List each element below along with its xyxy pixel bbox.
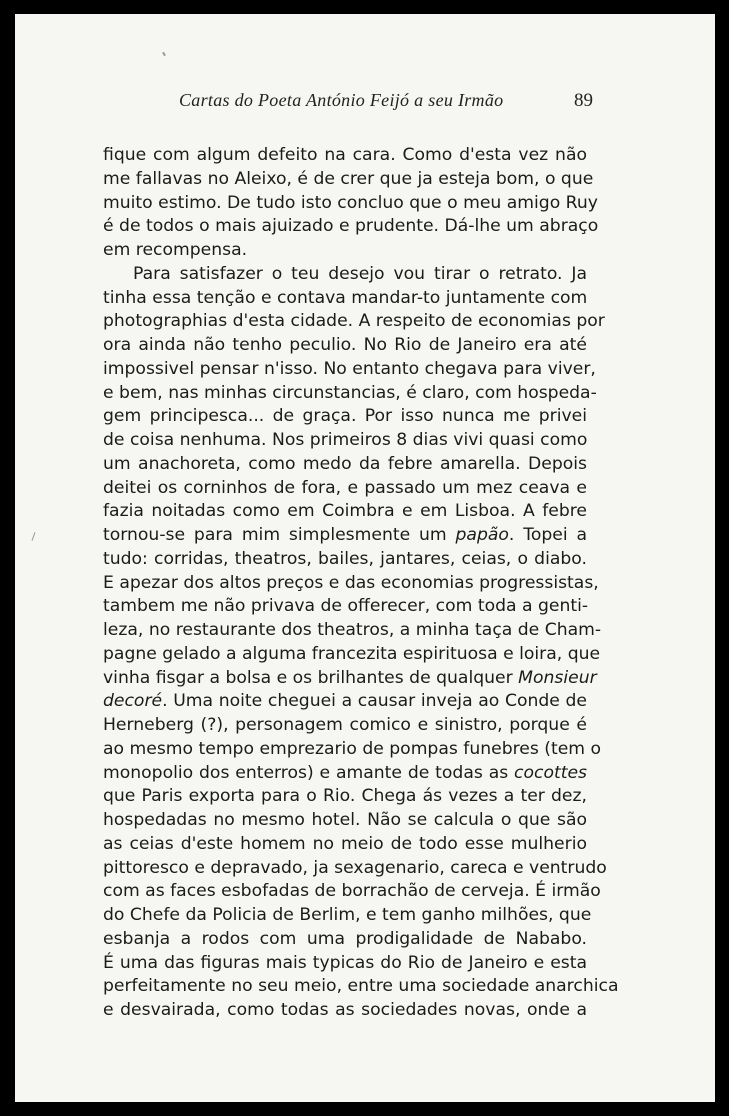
text-line: pagne gelado a alguma francezita espirituosa e loira, que <box>103 643 601 664</box>
text-line: ao mesmo tempo emprezario de pompas funebres (tem o <box>103 738 602 759</box>
text-line: ora ainda não tenho peculio. No Rio de Janeiro era até <box>103 335 587 355</box>
text-line: hospedadas no mesmo hotel. Não se calcula o que são <box>103 810 587 830</box>
text-line: me fallavas no Aleixo, é de crer que ja esteja bom, o que <box>103 168 594 189</box>
scan-speck <box>162 52 166 56</box>
text-line: Herneberg (?), personagem comico e sinistro, porque é <box>103 715 587 735</box>
text-line: muito estimo. De tudo isto concluo que o meu amigo Ruy <box>103 192 598 213</box>
text-line: um anachoreta, como medo da febre amarella. Depois <box>103 453 587 474</box>
italic-word: papão <box>455 525 509 545</box>
text-line: fique com algum defeito na cara. Como d'esta vez não <box>103 145 587 165</box>
text-segment: . Topei a <box>508 525 587 545</box>
text-segment: vinha fisgar a bolsa e os brilhantes de qualquer <box>103 667 519 688</box>
running-title: Cartas do Poeta António Feijó a seu Irmão <box>179 90 504 110</box>
text-segment: tornou-se para mim simplesmente um <box>103 525 456 545</box>
text-line: que Paris exporta para o Rio. Chega ás vezes a ter dez, <box>103 786 587 807</box>
text-line: pittoresco e depravado, ja sexagenario, careca e ventrudo <box>103 857 607 878</box>
text-line <box>103 524 587 548</box>
italic-word: cocottes <box>514 762 587 783</box>
text-line: impossivel pensar n'isso. No entanto chegava para viver, <box>103 358 596 379</box>
text-line: tambem me não privava de offerecer, com toda a genti- <box>103 596 589 617</box>
text-line: perfeitamente no seu meio, entre uma sociedade anarchica <box>103 976 619 997</box>
text-line: em recompensa. <box>103 240 248 260</box>
text-line: photographias d'esta cidade. A respeito de economias por <box>103 311 605 332</box>
text-line: as ceias d'este homem no meio de todo esse mulherio <box>103 833 587 854</box>
text-line: e desvairada, como todas as sociedades novas, onde a <box>103 1000 587 1020</box>
text-line: tinha essa tenção e contava mandar-to juntamente com <box>103 287 588 308</box>
text-line: fazia noitadas como em Coimbra e em Lisboa. A febre <box>103 501 587 522</box>
text-line: com as faces esbofadas de borrachão de cerveja. É irmão <box>103 881 601 902</box>
text-segment: . Uma noite cheguei a causar inveja ao Conde de <box>162 691 587 712</box>
scan-speck <box>31 532 35 541</box>
text-line: gem principesca... de graça. Por isso nunca me privei <box>103 406 587 427</box>
text-line: de coisa nenhuma. Nos primeiros 8 dias vivi quasi como <box>103 430 588 450</box>
text-line <box>103 762 587 786</box>
text-line: e bem, nas minhas circunstancias, é claro, com hospeda- <box>103 382 597 403</box>
italic-word: decoré <box>103 691 163 712</box>
letter-body-text <box>103 144 619 1023</box>
text-line: do Chefe da Policia de Berlim, e tem ganho milhões, que <box>103 905 592 925</box>
text-segment: monopolio dos enterros) e amante de todas as <box>103 762 515 783</box>
text-line: leza, no restaurante dos theatros, a minha taça de Cham- <box>103 620 602 640</box>
page-header <box>179 90 593 118</box>
italic-word: Monsieur <box>518 667 597 688</box>
text-line: é de todos o mais ajuizado e prudente. Dá-lhe um abraço <box>103 216 599 237</box>
text-line <box>103 690 587 714</box>
text-line: E apezar dos altos preços e das economias progressistas, <box>103 572 599 593</box>
text-line: deitei os corninhos de fora, e passado um mez ceava e <box>103 477 587 498</box>
text-line <box>103 667 597 691</box>
text-line: Para satisfazer o teu desejo vou tirar o retrato. Ja <box>133 263 587 284</box>
book-page <box>15 14 715 1102</box>
text-line: É uma das figuras mais typicas do Rio de Janeiro e esta <box>103 952 587 973</box>
text-line: esbanja a rodos com uma prodigalidade de Nababo. <box>103 928 587 949</box>
page-number: 89 <box>574 90 593 111</box>
text-line: tudo: corridas, theatros, bailes, jantares, ceias, o diabo. <box>103 548 587 569</box>
